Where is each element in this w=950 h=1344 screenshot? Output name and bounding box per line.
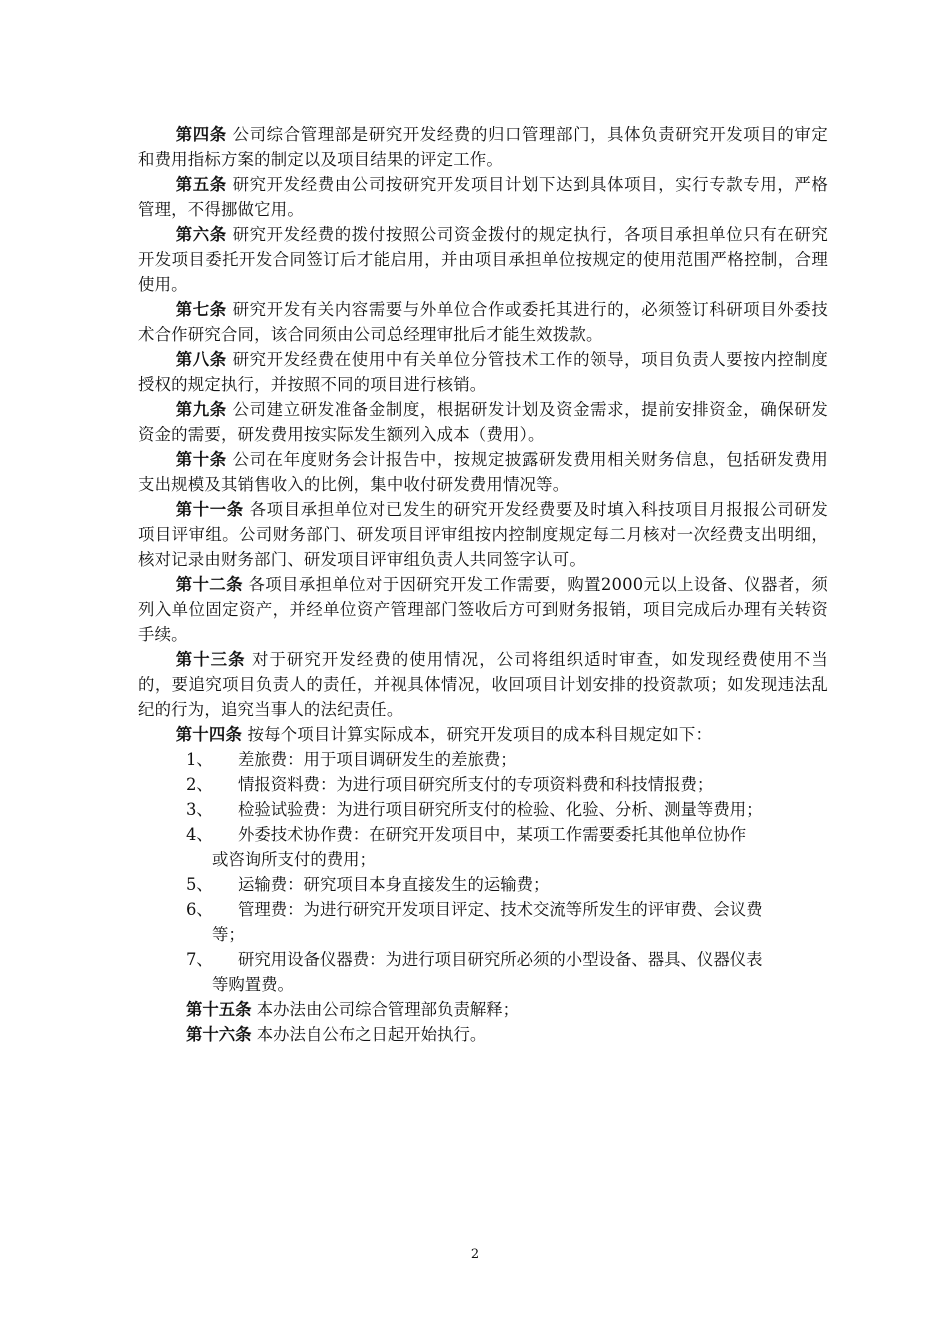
item-number: 2、	[186, 775, 213, 794]
item-text: 差旅费：用于项目调研发生的差旅费；	[238, 750, 517, 769]
article-label: 第十条	[175, 450, 227, 469]
article-text: 对于研究开发经费的使用情况，公司将组织适时审查，如发现经费使用不当的，要追究项目负责人的责任，并视具体情况，收回项目计划安排的投资款项；如发现违法乱纪的行为，追究当事人的法纪责任。	[138, 650, 828, 719]
cost-item	[138, 747, 828, 772]
article-13	[138, 647, 828, 722]
article-16	[138, 1022, 828, 1047]
article-label: 第九条	[175, 400, 227, 419]
article-label: 第十四条	[175, 725, 243, 744]
article-text: 研究开发经费由公司按研究开发项目计划下达到具体项目，实行专款专用，严格管理，不得挪做它用。	[138, 175, 828, 219]
document-body	[138, 122, 828, 1047]
item-text: 检验试验费：为进行项目研究所支付的检验、化验、分析、测量等费用；	[238, 800, 763, 819]
cost-item-list	[138, 747, 828, 997]
article-label: 第十一条	[175, 500, 244, 519]
article-text: 各项目承担单位对于因研究开发工作需要，购置2000元以上设备、仪器者，须列入单位固定资产，并经单位资产管理部门签收后方可到财务报销，项目完成后办理有关转资手续。	[138, 575, 828, 644]
article-15	[138, 997, 828, 1022]
item-number: 7、	[186, 950, 213, 969]
article-label: 第四条	[175, 125, 227, 144]
article-label: 第十六条	[186, 1025, 252, 1044]
cost-item	[138, 797, 828, 822]
article-text: 按每个项目计算实际成本，研究开发项目的成本科目规定如下：	[247, 725, 713, 744]
page-number: 2	[470, 1247, 480, 1262]
article-11	[138, 497, 828, 572]
article-8	[138, 347, 828, 397]
article-10	[138, 447, 828, 497]
item-text-continued: 等；	[212, 925, 245, 944]
item-text-continued: 等购置费。	[212, 975, 294, 994]
article-5	[138, 172, 828, 222]
article-text: 公司在年度财务会计报告中，按规定披露研发费用相关财务信息，包括研发费用支出规模及其销售收入的比例，集中收付研发费用情况等。	[138, 450, 828, 494]
cost-item	[138, 897, 828, 947]
cost-item	[138, 872, 828, 897]
item-number: 4、	[186, 825, 213, 844]
article-14	[138, 722, 828, 747]
article-text: 本办法自公布之日起开始执行。	[256, 1025, 487, 1044]
article-text: 公司综合管理部是研究开发经费的归口管理部门，具体负责研究开发项目的审定和费用指标方案的制定以及项目结果的评定工作。	[138, 125, 828, 169]
article-label: 第五条	[175, 175, 227, 194]
item-text: 情报资料费：为进行项目研究所支付的专项资料费和科技情报费；	[238, 775, 714, 794]
article-text: 研究开发经费的拨付按照公司资金拨付的规定执行，各项目承担单位只有在研究开发项目委托开发合同签订后才能启用，并由项目承担单位按规定的使用范围严格控制，合理使用。	[138, 225, 828, 294]
article-label: 第八条	[175, 350, 227, 369]
article-7	[138, 297, 828, 347]
item-number: 6、	[186, 900, 213, 919]
article-text: 公司建立研发准备金制度，根据研发计划及资金需求，提前安排资金，确保研发资金的需要，研发费用按实际发生额列入成本（费用）。	[138, 400, 828, 444]
article-label: 第七条	[175, 300, 227, 319]
item-text: 外委技术协作费：在研究开发项目中，某项工作需要委托其他单位协作	[238, 825, 747, 844]
article-text: 本办法由公司综合管理部负责解释；	[256, 1000, 520, 1019]
article-6	[138, 222, 828, 297]
article-label: 第十二条	[175, 575, 243, 594]
cost-item	[138, 822, 828, 872]
item-text: 研究用设备仪器费：为进行项目研究所必须的小型设备、器具、仪器仪表	[238, 950, 763, 969]
article-text: 研究开发经费在使用中有关单位分管技术工作的领导，项目负责人要按内控制度授权的规定执行，并按照不同的项目进行核销。	[138, 350, 828, 394]
article-label: 第六条	[175, 225, 227, 244]
cost-item	[138, 947, 828, 997]
cost-item	[138, 772, 828, 797]
article-12	[138, 572, 828, 647]
article-4	[138, 122, 828, 172]
item-number: 3、	[186, 800, 213, 819]
article-label: 第十五条	[186, 1000, 252, 1019]
article-text: 研究开发有关内容需要与外单位合作或委托其进行的，必须签订科研项目外委技术合作研究合同，该合同须由公司总经理审批后才能生效拨款。	[138, 300, 828, 344]
item-text: 管理费：为进行研究开发项目评定、技术交流等所发生的评审费、会议费	[238, 900, 763, 919]
article-text: 各项目承担单位对已发生的研究开发经费要及时填入科技项目月报报公司研发项目评审组。公司财务部门、研发项目评审组按内控制度规定每二月核对一次经费支出明细，核对记录由财务部门、研发项目评审组负责人共同签字认可。	[138, 500, 828, 569]
article-9	[138, 397, 828, 447]
article-label: 第十三条	[175, 650, 246, 669]
item-text: 运输费：研究项目本身直接发生的运输费；	[238, 875, 550, 894]
item-number: 5、	[186, 875, 213, 894]
item-text-continued: 或咨询所支付的费用；	[212, 850, 376, 869]
item-number: 1、	[186, 750, 213, 769]
